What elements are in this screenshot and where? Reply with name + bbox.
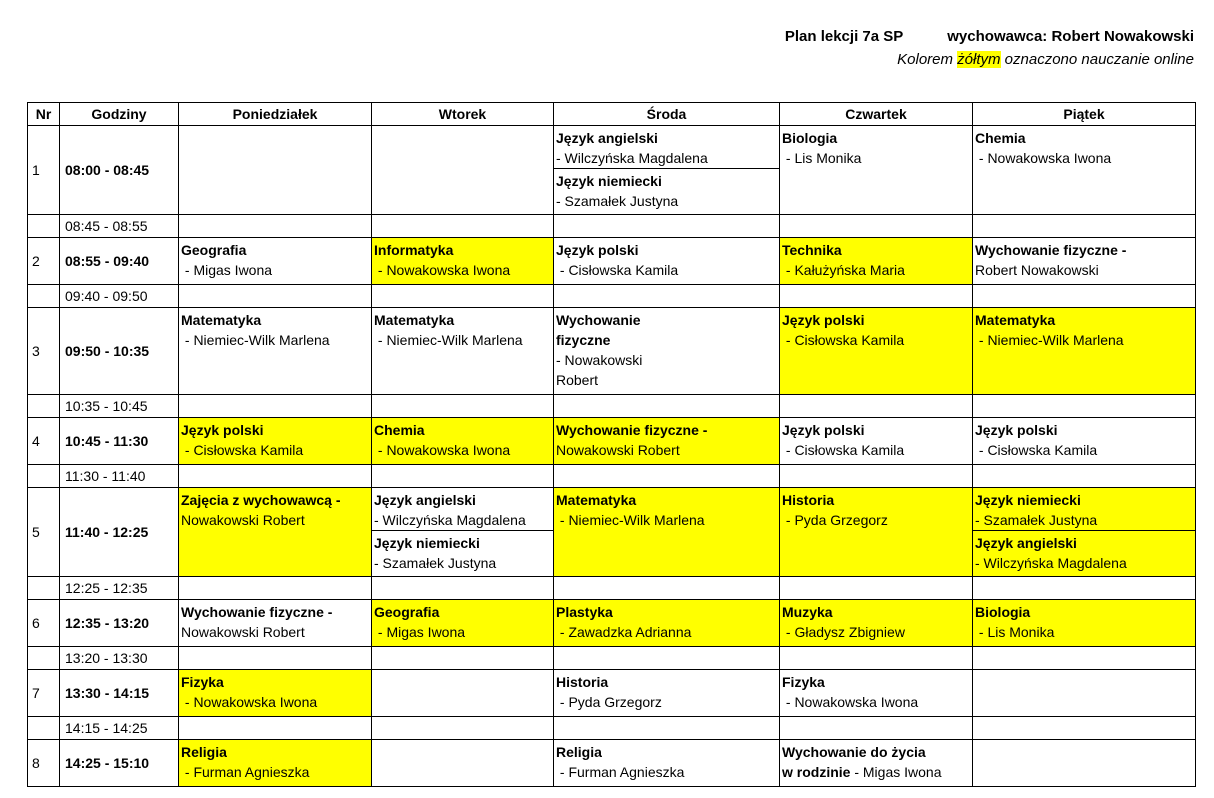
break-row [28,395,1196,418]
subject-name: Język niemiecki [556,173,662,189]
lesson-cell-tuesday [372,600,554,647]
lesson-cell-thursday [780,418,973,465]
lesson-number: 6 [28,600,60,647]
subject-name: Biologia [975,604,1031,620]
lesson-cell-thursday [780,126,973,215]
subject-name: Matematyka [181,312,262,328]
lesson-cell-thursday [780,308,973,395]
teacher-name: - Nowakowska Iwona [374,262,511,278]
col-header-wednesday: Środa [554,103,780,126]
teacher-name: - Pyda Grzegorz [782,512,888,528]
teacher-name: - Migas Iwona [181,262,273,278]
lesson-cell-friday [973,238,1196,285]
col-header-friday: Piątek [973,103,1196,126]
teacher-name: Robert Nowakowski [975,262,1099,278]
lesson-cell-monday [179,600,372,647]
lesson-cell-wednesday [554,600,780,647]
lesson-number: 3 [28,308,60,395]
col-header-hours: Godziny [60,103,179,126]
lesson-time: 12:35 - 13:20 [60,600,179,647]
subject-name: Informatyka [374,242,454,258]
subject-name: Język polski [782,422,865,438]
subject-name: Fizyka [782,674,825,690]
lesson-cell-tuesday [372,488,554,577]
lesson-number: 7 [28,670,60,717]
col-header-nr: Nr [28,103,60,126]
lesson-group [554,168,779,211]
subject-name: Język polski [782,312,865,328]
subject-name: Język polski [181,422,264,438]
lesson-group [372,530,553,573]
subject-name: Wychowanie do życia [782,744,926,760]
teacher-name: - Szamałek Justyna [556,193,679,209]
lesson-cell-wednesday [554,488,780,577]
break-time: 08:45 - 08:55 [60,215,179,238]
lesson-number: 4 [28,418,60,465]
lesson-cell-tuesday [372,308,554,395]
lesson-cell-wednesday [554,126,780,215]
teacher-name: - Wilczyńska Magdalena [556,150,708,166]
teacher-name: - Cisłowska Kamila [782,442,905,458]
lesson-row [28,740,1196,787]
teacher-name: - Gładysz Zbigniew [782,624,905,640]
teacher-name: Nowakowski Robert [556,442,680,458]
subject-name: Język angielski [975,535,1077,551]
teacher-name: - Nowakowska Iwona [782,694,919,710]
lesson-cell-tuesday [372,740,554,787]
col-header-monday: Poniedziałek [179,103,372,126]
subject-name: Technika [782,242,842,258]
subject-name: Fizyka [181,674,224,690]
break-time: 10:35 - 10:45 [60,395,179,418]
subject-name: Wychowanie fizyczne - [556,422,708,438]
lesson-cell-friday [973,600,1196,647]
teacher-name: - Cisłowska Kamila [782,332,905,348]
subject-name: Wychowanie fizyczne [556,312,641,348]
teacher-name: - Szamałek Justyna [374,555,497,571]
plan-title: Plan lekcji 7a SP [784,28,904,45]
lesson-cell-monday [179,488,372,577]
subject-name: Chemia [374,422,425,438]
lesson-cell-friday [973,418,1196,465]
teacher-name: - Niemiec-Wilk Marlena [181,332,330,348]
lesson-row [28,488,1196,577]
lesson-cell-friday [973,488,1196,577]
lesson-cell-friday [973,126,1196,215]
teacher-name: - Niemiec-Wilk Marlena [374,332,523,348]
subject-name: Biologia [782,130,838,146]
lesson-group [973,488,1195,530]
break-time: 14:15 - 14:25 [60,717,179,740]
teacher-name: - Niemiec-Wilk Marlena [975,332,1124,348]
lesson-cell-friday [973,308,1196,395]
timetable [27,102,1196,787]
lesson-cell-tuesday [372,238,554,285]
lesson-cell-monday [179,418,372,465]
teacher-name: - Migas Iwona [850,764,942,780]
lesson-cell-monday [179,670,372,717]
break-row [28,465,1196,488]
subject-name: Geografia [374,604,440,620]
lesson-number: 1 [28,126,60,215]
lesson-cell-thursday [780,600,973,647]
teacher-name: - Migas Iwona [374,624,466,640]
break-row [28,717,1196,740]
subject-name: Język angielski [556,130,658,146]
teacher-name: - Cisłowska Kamila [181,442,304,458]
online-legend: Kolorem żółtym oznaczono nauczanie online [897,51,1194,68]
subject-name: Język polski [556,242,639,258]
teacher-name: - Cisłowska Kamila [975,442,1098,458]
subject-name: Muzyka [782,604,833,620]
teacher-name: - Kałużyńska Maria [782,262,905,278]
teacher-name: - Nowakowska Iwona [374,442,511,458]
lesson-row [28,670,1196,717]
subject-name: Geografia [181,242,247,258]
lesson-cell-wednesday [554,238,780,285]
lesson-group [554,126,779,168]
legend-highlight: żółtym [957,51,1001,68]
subject-name: Język angielski [374,492,476,508]
subject-name: Język polski [975,422,1058,438]
subject-name: Religia [181,744,227,760]
teacher-name: - Furman Agnieszka [556,764,685,780]
lesson-group [372,488,553,530]
lesson-cell-tuesday [372,670,554,717]
subject-name: Wychowanie fizyczne - [975,242,1127,258]
lesson-cell-thursday [780,740,973,787]
subject-name: Historia [782,492,835,508]
lesson-row [28,308,1196,395]
break-time: 12:25 - 12:35 [60,577,179,600]
col-header-thursday: Czwartek [780,103,973,126]
lesson-cell-monday [179,238,372,285]
lesson-cell-wednesday [554,670,780,717]
lesson-cell-monday [179,126,372,215]
lesson-row [28,238,1196,285]
teacher-name: Nowakowski Robert [181,512,305,528]
break-row [28,647,1196,670]
break-time: 13:20 - 13:30 [60,647,179,670]
subject-name: Matematyka [374,312,455,328]
class-teacher: wychowawca: Robert Nowakowski [947,28,1194,45]
teacher-name: - Furman Agnieszka [181,764,310,780]
lesson-cell-thursday [780,670,973,717]
lesson-cell-wednesday [554,740,780,787]
break-row [28,577,1196,600]
lesson-row [28,418,1196,465]
lesson-row [28,600,1196,647]
lesson-cell-wednesday [554,308,780,395]
lesson-time: 10:45 - 11:30 [60,418,179,465]
teacher-name: - Niemiec-Wilk Marlena [556,512,705,528]
break-row [28,215,1196,238]
lesson-time: 13:30 - 14:15 [60,670,179,717]
teacher-name: - Szamałek Justyna [975,512,1098,528]
lesson-group [973,530,1195,573]
teacher-name: - Lis Monika [782,150,862,166]
break-time: 11:30 - 11:40 [60,465,179,488]
teacher-name: - Nowakowska Iwona [975,150,1112,166]
lesson-time: 11:40 - 12:25 [60,488,179,577]
lesson-number: 2 [28,238,60,285]
lesson-time: 08:55 - 09:40 [60,238,179,285]
page-header [785,28,1194,45]
teacher-name: - Wilczyńska Magdalena [975,555,1127,571]
subject-name: Język niemiecki [374,535,480,551]
lesson-cell-tuesday [372,418,554,465]
subject-name: Chemia [975,130,1026,146]
col-header-tuesday: Wtorek [372,103,554,126]
lesson-time: 08:00 - 08:45 [60,126,179,215]
break-time: 09:40 - 09:50 [60,285,179,308]
lesson-time: 09:50 - 10:35 [60,308,179,395]
teacher-name: - Lis Monika [975,624,1055,640]
lesson-cell-wednesday [554,418,780,465]
subject-name: Matematyka [975,312,1056,328]
subject-name: Religia [556,744,602,760]
teacher-name: - Zawadzka Adrianna [556,624,692,640]
teacher-name: - Nowakowski Robert [556,352,643,388]
subject-name: Plastyka [556,604,613,620]
lesson-row [28,126,1196,215]
break-row [28,285,1196,308]
subject-name: Język niemiecki [975,492,1081,508]
lesson-cell-thursday [780,488,973,577]
lesson-cell-monday [179,740,372,787]
lesson-cell-friday [973,740,1196,787]
subject-name: Matematyka [556,492,637,508]
subject-name: Historia [556,674,609,690]
lesson-cell-friday [973,670,1196,717]
header-row [28,103,1196,126]
teacher-name: - Pyda Grzegorz [556,694,662,710]
lesson-cell-tuesday [372,126,554,215]
lesson-cell-monday [179,308,372,395]
subject-name: Zajęcia z wychowawcą - [181,492,341,508]
teacher-name: Nowakowski Robert [181,624,305,640]
lesson-number: 5 [28,488,60,577]
lesson-number: 8 [28,740,60,787]
lesson-cell-thursday [780,238,973,285]
subject-name: Wychowanie fizyczne - [181,604,333,620]
teacher-name: - Nowakowska Iwona [181,694,318,710]
subject-name-cont: w rodzinie [782,764,851,780]
teacher-name: - Cisłowska Kamila [556,262,679,278]
teacher-name: - Wilczyńska Magdalena [374,512,526,528]
lesson-time: 14:25 - 15:10 [60,740,179,787]
